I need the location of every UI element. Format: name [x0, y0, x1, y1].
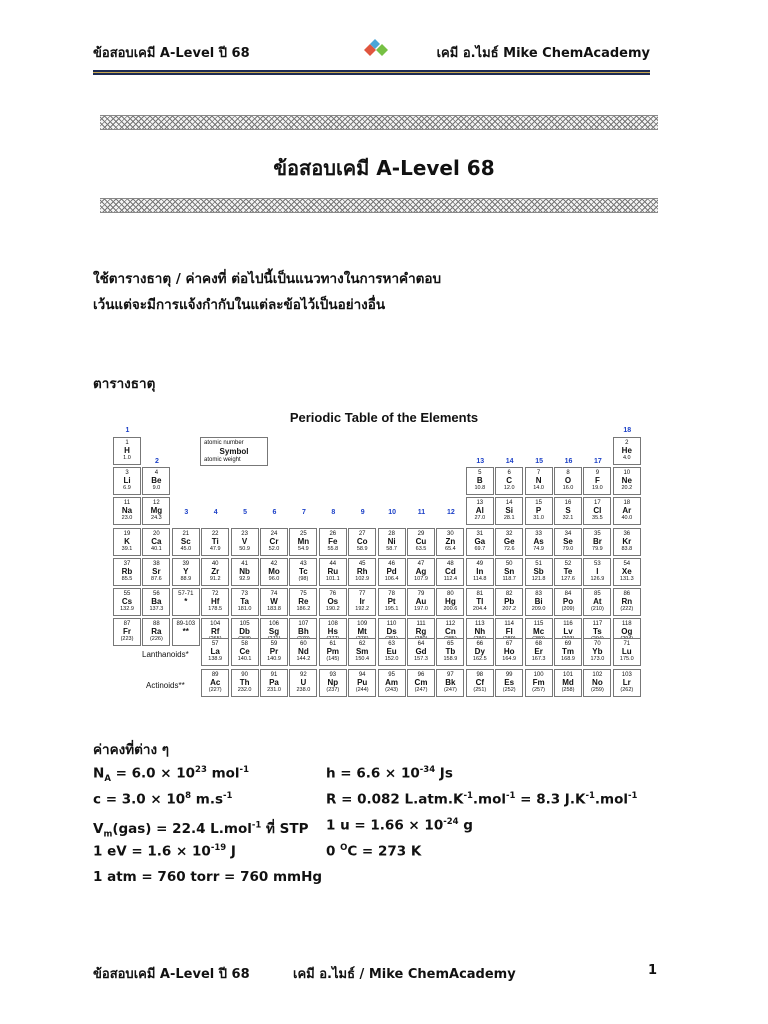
- element-F: 9 F 19.0: [583, 467, 611, 495]
- footer-left: ข้อสอบเคมี A-Level ปี 68: [93, 967, 250, 982]
- element-Ru: 44 Ru 101.1: [319, 558, 347, 586]
- constant-speed-of-light: $c = 3.0 \times 10^8$ $m.s^{-1}$: [93, 791, 233, 808]
- lanthanoid-element-Pr: 59 Pr 140.9: [260, 638, 288, 666]
- element-ref: 57-71 *: [172, 588, 200, 616]
- lanthanoid-element-Er: 68 Er 167.3: [525, 638, 553, 666]
- decorative-band-bottom: [100, 198, 658, 213]
- element-Ra: 88 Ra (226): [142, 618, 170, 646]
- actinoid-element-Pu: 94 Pu (244): [348, 669, 376, 697]
- element-Kr: 36 Kr 83.8: [613, 528, 641, 556]
- group-number-14: 14: [505, 458, 514, 465]
- instructions-line-2: เว้นแต่จะมีการแจ้งกำกับในแต่ละข้อไว้เป็นอย่างอื่น: [93, 297, 386, 313]
- group-number-7: 7: [301, 509, 306, 516]
- actinoid-element-Am: 95 Am (243): [378, 669, 406, 697]
- lanthanoid-element-Ho: 67 Ho 164.9: [495, 638, 523, 666]
- page-number: 1: [648, 963, 658, 978]
- lanthanoid-element-Gd: 64 Gd 157.3: [407, 638, 435, 666]
- instructions: [93, 266, 441, 318]
- element-Li: 3 Li 6.9: [113, 467, 141, 495]
- element-Bh: 107 Bh: [289, 618, 317, 646]
- element-P: 15 P 31.0: [525, 497, 553, 525]
- group-number-13: 13: [476, 458, 485, 465]
- key-atomic-weight: atomic weight: [204, 456, 241, 463]
- element-Mt: 109 Mt: [348, 618, 376, 646]
- element-Ge: 32 Ge 72.6: [495, 528, 523, 556]
- element-Cu: 29 Cu 63.5: [407, 528, 435, 556]
- element-Zn: 30 Zn 65.4: [436, 528, 464, 556]
- constant-atmosphere: 1 atm = 760 torr = 760 mmHg: [93, 869, 323, 885]
- actinoid-element-Md: 101 Md (258): [554, 669, 582, 697]
- constant-temperature: 0 $^O$C = 273 K: [326, 843, 422, 860]
- element-Sr: 38 Sr 87.6: [142, 558, 170, 586]
- actinoid-element-No: 102 No (259): [583, 669, 611, 697]
- element-C: 6 C 12.0: [495, 467, 523, 495]
- instructions-line-1: ใช้ตารางธาตุ / ค่าคงที่ ต่อไปนี้เป็นแนวทางในการหาคำตอบ: [93, 271, 442, 287]
- lanthanoid-element-Dy: 66 Dy 162.5: [466, 638, 494, 666]
- element-I: 53 I 126.9: [583, 558, 611, 586]
- element-H: 1 H 1.0: [113, 437, 141, 465]
- element-Au: 79 Au 197.0: [407, 588, 435, 616]
- actinoids-label: Actinoids**: [146, 681, 185, 690]
- element-Sn: 50 Sn 118.7: [495, 558, 523, 586]
- element-Pd: 46 Pd 106.4: [378, 558, 406, 586]
- header-rule: [93, 70, 650, 75]
- actinoid-element-U: 92 U 238.0: [289, 669, 317, 697]
- lanthanoid-element-Nd: 60 Nd 144.2: [289, 638, 317, 666]
- element-Ga: 31 Ga 69.7: [466, 528, 494, 556]
- element-S: 16 S 32.1: [554, 497, 582, 525]
- element-Y: 39 Y 88.9: [172, 558, 200, 586]
- lanthanoid-element-Sm: 62 Sm 150.4: [348, 638, 376, 666]
- element-As: 33 As 74.9: [525, 528, 553, 556]
- header-right-title: เคมี อ.ไมธ์ Mike ChemAcademy: [436, 46, 650, 61]
- element-Nb: 41 Nb 92.9: [231, 558, 259, 586]
- lanthanoid-element-Tm: 69 Tm 168.9: [554, 638, 582, 666]
- actinoid-element-Es: 99 Es (252): [495, 669, 523, 697]
- constant-avogadro: $N_A = 6.0 \times 10^{23}$ mol$^{-1}$: [93, 765, 249, 785]
- group-number-11: 11: [417, 509, 426, 516]
- element-Na: 11 Na 23.0: [113, 497, 141, 525]
- element-Fl: 114 Fl: [495, 618, 523, 646]
- constant-molar-volume: $V_m(gas) = 22.4$ L.mol$^{-1}$ ที่ STP: [93, 820, 309, 840]
- lanthanoid-element-Ce: 58 Ce 140.1: [231, 638, 259, 666]
- element-Db: 105 Db: [231, 618, 259, 646]
- element-Rg: 111 Rg: [407, 618, 435, 646]
- element-Ni: 28 Ni 58.7: [378, 528, 406, 556]
- element-Pt: 78 Pt 195.1: [378, 588, 406, 616]
- element-Zr: 40 Zr 91.2: [201, 558, 229, 586]
- element-Pb: 82 Pb 207.2: [495, 588, 523, 616]
- element-Mc: 115 Mc: [525, 618, 553, 646]
- element-Si: 14 Si 28.1: [495, 497, 523, 525]
- element-Ca: 20 Ca 40.1: [142, 528, 170, 556]
- element-Ir: 77 Ir 192.2: [348, 588, 376, 616]
- actinoid-element-Pa: 91 Pa 231.0: [260, 669, 288, 697]
- element-N: 7 N 14.0: [525, 467, 553, 495]
- element-Rf: 104 Rf: [201, 618, 229, 646]
- group-number-10: 10: [388, 509, 396, 516]
- element-Ts: 117 Ts: [583, 618, 611, 646]
- element-Tl: 81 Tl 204.4: [466, 588, 494, 616]
- actinoid-element-Lr: 103 Lr (262): [613, 669, 641, 697]
- actinoid-element-Cm: 96 Cm (247): [407, 669, 435, 697]
- element-Sg: 106 Sg: [260, 618, 288, 646]
- element-Ag: 47 Ag 107.9: [407, 558, 435, 586]
- element-Hg: 80 Hg 200.6: [436, 588, 464, 616]
- element-Fe: 26 Fe 55.8: [319, 528, 347, 556]
- element-Ne: 10 Ne 20.2: [613, 467, 641, 495]
- actinoid-element-Th: 90 Th 232.0: [231, 669, 259, 697]
- decorative-band-top: [100, 115, 658, 130]
- footer-center: เคมี อ.ไมธ์ / Mike ChemAcademy: [293, 967, 516, 982]
- element-Rb: 37 Rb 85.5: [113, 558, 141, 586]
- section-heading-periodic-table: ตารางธาตุ: [93, 376, 156, 392]
- element-Mo: 42 Mo 96.0: [260, 558, 288, 586]
- element-W: 74 W 183.8: [260, 588, 288, 616]
- element-refref: 89-103 **: [172, 618, 200, 646]
- actinoid-element-Fm: 100 Fm (257): [525, 669, 553, 697]
- group-number-18: 18: [623, 427, 632, 434]
- header-left-title: ข้อสอบเคมี A-Level ปี 68: [93, 46, 250, 61]
- group-number-3: 3: [184, 509, 189, 516]
- constant-gas: R = 0.082 $L.atm.K^{-1}.mol^{-1} = 8.3$ $J.K^{-1}.mol^{-1}$: [326, 791, 638, 808]
- group-number-1: 1: [125, 427, 130, 434]
- element-Os: 76 Os 190.2: [319, 588, 347, 616]
- element-B: 5 B 10.8: [466, 467, 494, 495]
- periodic-table-title: Periodic Table of the Elements: [289, 410, 479, 425]
- element-Ds: 110 Ds: [378, 618, 406, 646]
- group-number-8: 8: [331, 509, 336, 516]
- actinoid-element-Cf: 98 Cf (251): [466, 669, 494, 697]
- element-Co: 27 Co 58.9: [348, 528, 376, 556]
- element-Lv: 116 Lv: [554, 618, 582, 646]
- element-Sc: 21 Sc 45.0: [172, 528, 200, 556]
- element-Po: 84 Po (209): [554, 588, 582, 616]
- element-Be: 4 Be 9.0: [142, 467, 170, 495]
- element-O: 8 O 16.0: [554, 467, 582, 495]
- element-Ar: 18 Ar 40.0: [613, 497, 641, 525]
- actinoid-element-Bk: 97 Bk (247): [436, 669, 464, 697]
- element-Cr: 24 Cr 52.0: [260, 528, 288, 556]
- lanthanoid-element-La: 57 La 138.9: [201, 638, 229, 666]
- actinoid-element-Ac: 89 Ac (227): [201, 669, 229, 697]
- group-number-15: 15: [535, 458, 543, 465]
- element-At: 85 At (210): [583, 588, 611, 616]
- element-Se: 34 Se 79.0: [554, 528, 582, 556]
- lanthanoid-element-Pm: 61 Pm (145): [319, 638, 347, 666]
- element-Br: 35 Br 79.9: [583, 528, 611, 556]
- element-Cs: 55 Cs 132.9: [113, 588, 141, 616]
- constant-electron-volt: 1 eV = $1.6 \times 10^{-19}$ J: [93, 843, 236, 860]
- section-heading-constants: ค่าคงที่ต่าง ๆ: [93, 742, 170, 758]
- element-Rh: 45 Rh 102.9: [348, 558, 376, 586]
- element-Mn: 25 Mn 54.9: [289, 528, 317, 556]
- element-In: 49 In 114.8: [466, 558, 494, 586]
- element-Al: 13 Al 27.0: [466, 497, 494, 525]
- element-Og: 118 Og: [613, 618, 641, 646]
- constant-planck: $h = 6.6 \times 10^{-34}$ Js: [326, 765, 453, 782]
- element-Tc: 43 Tc (98): [289, 558, 317, 586]
- logo-icon: [358, 38, 392, 62]
- lanthanoid-element-Eu: 63 Eu 152.0: [378, 638, 406, 666]
- element-Bi: 83 Bi 209.0: [525, 588, 553, 616]
- element-Sb: 51 Sb 121.8: [525, 558, 553, 586]
- lanthanoid-element-Lu: 71 Lu 175.0: [613, 638, 641, 666]
- element-Xe: 54 Xe 131.3: [613, 558, 641, 586]
- key-symbol: Symbol: [219, 447, 249, 457]
- element-Hs: 108 Hs: [319, 618, 347, 646]
- group-number-6: 6: [272, 509, 277, 516]
- group-number-17: 17: [593, 458, 602, 465]
- group-number-16: 16: [564, 458, 573, 465]
- group-number-12: 12: [446, 509, 455, 516]
- element-Fr: 87 Fr (223): [113, 618, 141, 646]
- element-Ti: 22 Ti 47.9: [201, 528, 229, 556]
- element-Hf: 72 Hf 178.5: [201, 588, 229, 616]
- group-number-9: 9: [360, 509, 365, 516]
- element-K: 19 K 39.1: [113, 528, 141, 556]
- element-Nh: 113 Nh: [466, 618, 494, 646]
- element-Cl: 17 Cl 35.5: [583, 497, 611, 525]
- constant-atomic-mass-unit: 1 $u = 1.66 \times 10^{-24}$ g: [326, 817, 473, 834]
- element-V: 23 V 50.9: [231, 528, 259, 556]
- element-Te: 52 Te 127.6: [554, 558, 582, 586]
- element-Re: 75 Re 186.2: [289, 588, 317, 616]
- group-number-4: 4: [213, 509, 218, 516]
- actinoid-element-Np: 93 Np (237): [319, 669, 347, 697]
- group-number-5: 5: [243, 509, 248, 516]
- element-Rn: 86 Rn (222): [613, 588, 641, 616]
- lanthanoid-element-Yb: 70 Yb 173.0: [583, 638, 611, 666]
- group-number-2: 2: [154, 458, 159, 465]
- element-Ta: 73 Ta 181.0: [231, 588, 259, 616]
- element-Cd: 48 Cd 112.4: [436, 558, 464, 586]
- element-He: 2 He 4.0: [613, 437, 641, 465]
- lanthanoid-element-Tb: 65 Tb 158.9: [436, 638, 464, 666]
- key-atomic-number: atomic number: [204, 440, 244, 446]
- element-Cn: 112 Cn: [436, 618, 464, 646]
- lanthanoids-label: Lanthanoids*: [142, 650, 189, 659]
- element-Ba: 56 Ba 137.3: [142, 588, 170, 616]
- element-Mg: 12 Mg 24.3: [142, 497, 170, 525]
- page-title: ข้อสอบเคมี A-Level 68: [273, 156, 495, 180]
- periodic-table-key: [200, 437, 268, 466]
